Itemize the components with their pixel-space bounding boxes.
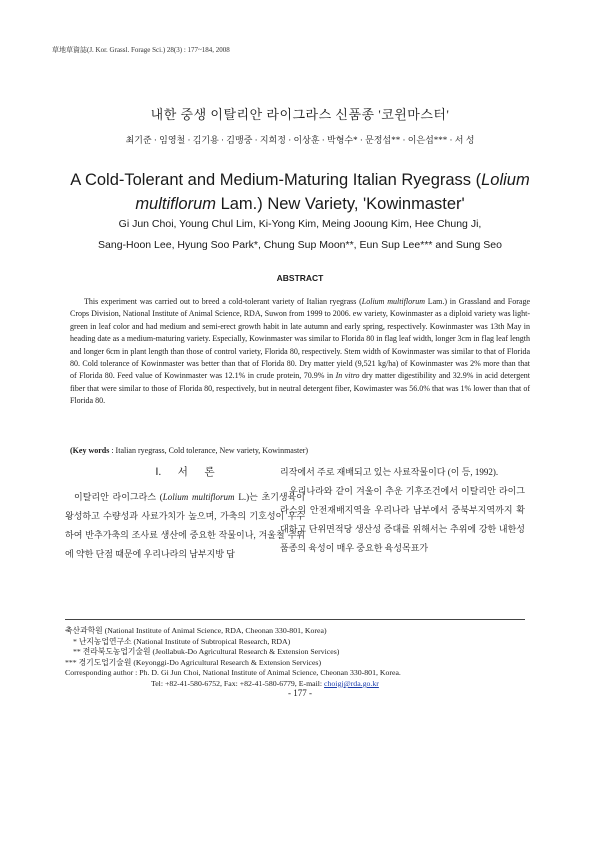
intro-part1: 이탈리안 라이그라스 ( xyxy=(74,492,163,502)
abstract-species: Lolium multiflorum xyxy=(361,297,425,306)
intro-paragraph-2: 우리나라와 같이 겨울이 추운 기후조건에서 이탈리안 라이그라스의 안전재배지역을 우리나라 남부에서 중북부지역까지 확대하고 단위면적당 생산성 증대를 위해서는 추위에 강한 내한성 품종의 육성이 매우 중요한 육성목표가 xyxy=(280,486,525,553)
footnote-divider xyxy=(65,619,525,620)
affiliation-1: * 난지농업연구소 (National Institute of Subtropical Research, RDA) xyxy=(73,636,291,646)
english-title-part2: Lam.) New Variety, 'Kowinmaster' xyxy=(216,195,465,213)
english-authors-line1: Gi Jun Choi, Young Chul Lim, Ki-Yong Kim, Meing Jooung Kim, Hee Chung Ji, xyxy=(118,218,482,230)
corresponding-author: Corresponding author : Ph. D. Gi Jun Choi, National Institute of Animal Science, Cheonan 330-801, Korea. xyxy=(65,668,401,678)
abstract-part1: This experiment was carried out to breed a cold-tolerant variety of Italian ryegrass ( xyxy=(84,297,362,306)
keywords-label: (Key words xyxy=(70,446,110,455)
intro-part2: L.)는 초기생육이 왕성하고 수량성과 사료가치가 높으며, 가축의 기호성이 우수하여 반추가축의 조사료 생산에 중요한 작물이나, 겨울철 추위에 약한 단점 때문에 우리나라의 남부지방 답 xyxy=(65,492,305,559)
tel-fax: Tel: +82-41-580-6752, Fax: +82-41-580-6779, E-mail: xyxy=(151,678,325,688)
english-title xyxy=(40,168,560,216)
affiliations xyxy=(65,626,535,690)
abstract-part3: dry matter digestibility and 32.9% in acid detergent fiber that were similar to those of Florida 80, respectively, but in neutral detergent fiber, Kowimaster was 56.0% that was 1% lower than that of Florida 80. xyxy=(70,371,531,406)
section-heading-introduction: Ⅰ. 서 론 xyxy=(155,467,215,478)
intro-species: Lolium multiflorum xyxy=(162,492,235,502)
body-right-column xyxy=(280,463,525,558)
body-left-column xyxy=(65,463,305,564)
abstract-in-vitro: In vitro xyxy=(335,371,360,381)
intro-paragraph-1 xyxy=(65,488,305,564)
keywords-text: : Italian ryegrass, Cold tolerance, New variety, Kowinmaster) xyxy=(109,446,309,455)
english-authors xyxy=(40,214,560,256)
english-authors-line2: Sang-Hoon Lee, Hyung Soo Park*, Chung Sup Moon**, Eun Sup Lee*** and Sung Seo xyxy=(98,239,502,251)
korean-authors: 최기준 · 임영철 · 김기용 · 김맹중 · 지희정 · 이상훈 · 박형수* · 문정섭** · 이은섭*** · 서 성 xyxy=(125,135,475,145)
english-title-part1: A Cold-Tolerant and Medium-Maturing Italian Ryegrass ( xyxy=(70,171,482,189)
english-title-species: Lolium multiflorum xyxy=(135,171,530,213)
keywords xyxy=(70,446,530,455)
page-number: - 177 - xyxy=(288,688,312,698)
affiliation-0: 축산과학원 (National Institute of Animal Science, RDA, Cheonan 330-801, Korea) xyxy=(65,626,327,635)
affiliation-2: ** 전라북도농업기술원 (Jeollabuk-Do Agricultural Research & Extension Services) xyxy=(73,647,340,657)
affiliation-3: *** 경기도업기술원 (Keyonggi-Do Agricultural Research & Extension Services) xyxy=(65,657,322,667)
email-link[interactable]: choigj@rda.go.kr xyxy=(324,678,379,688)
abstract-heading: ABSTRACT xyxy=(276,273,324,283)
journal-citation: 草地草資誌(J. Kor. Grassl. Forage Sci.) 28(3) : 177~184, 2008 xyxy=(52,46,230,54)
korean-title: 내한 중생 이탈리안 라이그라스 신품종 '코윈마스터' xyxy=(150,107,450,122)
intro-paragraph-1-cont: 리작에서 주로 재배되고 있는 사료작물이다 (이 등, 1992). xyxy=(280,467,499,477)
abstract-text xyxy=(70,296,530,408)
abstract-part2: Lam.) in Grassland and Forage Crops Division, National Institute of Animal Science, RDA, Suwon from 1999 to 2006. ew variety, Kowinmaster as a diploid variety was light-green in leaf color and had medium and semi-erect growth habit in late autumn and early spring, respectively. Kowinmaster was 13th May in heading date as a medium-maturing variety. Especially, Kowinmaster was similar to Florida 80 in flag leaf width, longer 3cm in flag leaf length and longer 6cm in plant length than those of control variety, Florida 80, respectively. Stem width of Kowinmaster was similar to that of Florida 80. Cold tolerance of Kowinmaster was better than that of Florida 80. Dry matter yield (9,521 kg/ha) of Kowinmaster was 2% more than that of Florida 80. Feed value of Kowinmaster was 12.1% in crude protein, 70.9% in xyxy=(70,297,531,381)
